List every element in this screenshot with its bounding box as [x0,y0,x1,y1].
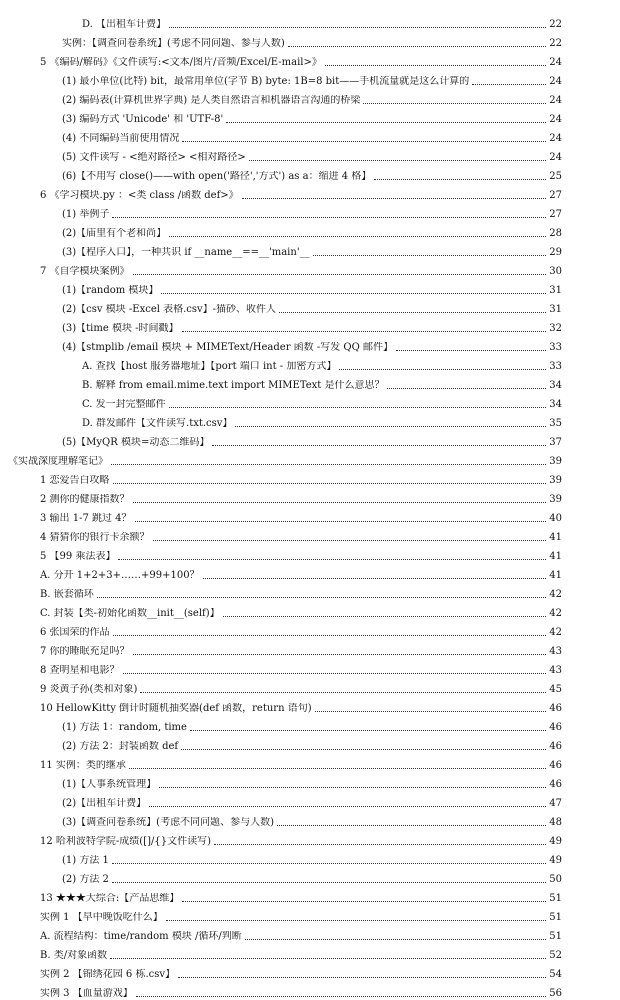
toc-entry-title: 9 炎黄子孙(类和对象) [40,684,138,695]
toc-entry-page-number: 42 [549,627,562,638]
toc-entry-title: (2)【出租车计费】 [62,798,147,809]
toc-entry[interactable] [82,354,562,373]
toc-entry[interactable] [40,468,562,487]
toc-entry[interactable] [40,544,562,563]
toc-entry[interactable] [82,12,562,31]
toc-entry-title: (1)【random 模块】 [62,285,159,296]
dot-leader [161,293,546,294]
toc-entry-title: 10 HellowKitty 倒计时随机抽奖器(def 函数，return 语句) [40,703,312,714]
toc-entry-title: A. 查找【host 服务器地址】【port 端口 int - 加密方式】 [82,361,337,372]
dot-leader [97,597,546,598]
dot-leader [190,730,546,731]
toc-entry[interactable] [62,240,562,259]
toc-entry[interactable] [62,810,562,829]
dot-leader [135,521,546,522]
dot-leader [277,825,546,826]
dot-leader [112,882,546,883]
dot-leader [387,388,546,389]
dot-leader [472,84,546,85]
toc-entry[interactable] [62,278,562,297]
toc-entry-title: (2) 方法 2：封装函数 def [62,741,179,752]
toc-entry[interactable] [62,202,562,221]
dot-leader [313,255,546,256]
toc-entry-title: A. 分开 1+2+3+……+99+100？ [40,570,200,581]
toc-entry[interactable] [40,506,562,525]
toc-entry-title: D. 【出租车计费】 [82,19,167,30]
toc-entry[interactable] [62,297,562,316]
toc-entry-title: 6 《学习模块.py ：<类 class /函数 def>》 [40,190,239,201]
toc-entry-page-number: 56 [549,988,562,999]
toc-entry-page-number: 51 [549,931,562,942]
toc-entry-page-number: 54 [549,969,562,980]
toc-entry[interactable] [40,487,562,506]
toc-entry[interactable] [40,582,562,601]
toc-entry-page-number: 43 [549,646,562,657]
toc-entry-title: C. 封装【类-初始化函数__init__(self)】 [40,608,220,619]
toc-entry-page-number: 46 [549,760,562,771]
dot-leader [129,768,546,769]
toc-entry-title: (2)【庙里有个老和尚】 [62,228,167,239]
toc-entry-title: C. 发一封完整邮件 [82,399,166,410]
toc-entry-title: 4 猜猜你的银行卡余额？ [40,532,150,543]
toc-entry[interactable] [62,126,562,145]
toc-entry-page-number: 33 [549,361,562,372]
toc-entry[interactable] [40,943,562,962]
dot-leader [111,464,546,465]
toc-entry-page-number: 34 [549,399,562,410]
toc-entry-page-number: 25 [549,171,562,182]
dot-leader [363,103,546,104]
dot-leader [178,977,546,978]
toc-entry-page-number: 41 [549,551,562,562]
toc-entry-title: 7 你的睡眠充足吗？ [40,646,130,657]
toc-entry-page-number: 24 [549,76,562,87]
dot-leader [136,996,546,997]
toc-entry-title: 2 测你的健康指数？ [40,494,130,505]
toc-entry-page-number: 50 [549,874,562,885]
toc-entry-title: (3) 编码方式 'Unicode' 和 'UTF-8' [62,114,224,125]
toc-entry[interactable] [40,886,562,905]
dot-leader [374,179,546,180]
toc-entry-title: 12 哈利波特学院-成绩([]/{}文件读写) [40,836,211,847]
toc-entry[interactable] [40,620,562,639]
toc-entry[interactable] [40,829,562,848]
toc-entry[interactable] [40,183,562,202]
dot-leader [113,635,546,636]
toc-entry-page-number: 35 [549,418,562,429]
toc-entry-title: B. 嵌套循环 [40,589,94,600]
toc-entry-page-number: 46 [549,741,562,752]
toc-entry-page-number: 42 [549,589,562,600]
toc-entry[interactable] [40,753,562,772]
toc-entry-page-number: 24 [549,95,562,106]
toc-entry-title: 实例 3 【血量游戏】 [40,988,133,999]
dot-leader [181,749,546,750]
toc-entry-title: (2) 方法 2 [62,874,109,885]
toc-entry[interactable] [62,867,562,886]
toc-entry-page-number: 34 [549,380,562,391]
dot-leader [169,236,546,237]
dot-leader [182,331,546,332]
toc-entry[interactable] [82,411,562,430]
dot-leader [315,711,546,712]
dot-leader [133,654,546,655]
dot-leader [169,27,546,28]
toc-entry[interactable] [40,696,562,715]
toc-entry-page-number: 41 [549,570,562,581]
toc-entry-page-number: 47 [549,798,562,809]
toc-entry-page-number: 41 [549,532,562,543]
toc-entry[interactable] [62,848,562,867]
toc-entry[interactable] [62,734,562,753]
toc-entry-title: (1) 方法 1：random, time [62,722,187,733]
dot-leader [226,122,546,123]
dot-leader [339,369,546,370]
toc-entry-page-number: 31 [549,285,562,296]
toc-entry-title: (6)【不用写 close()——with open('路径','方式') as a：缩进 4 格】 [62,171,372,182]
toc-entry[interactable] [40,658,562,677]
dot-leader [169,407,546,408]
dot-leader [396,350,546,351]
dot-leader [182,141,546,142]
toc-entry-page-number: 48 [549,817,562,828]
toc-entry-title: (5)【MyQR 模块=动态二维码】 [62,437,210,448]
dot-leader [166,920,546,921]
dot-leader [223,616,546,617]
toc-entry-title: B. 类/对象函数 [40,950,108,961]
toc-entry[interactable] [40,924,562,943]
dot-leader [325,65,546,66]
toc-entry[interactable] [40,639,562,658]
dot-leader [182,901,546,902]
toc-entry[interactable] [40,601,562,620]
toc-entry-page-number: 30 [549,266,562,277]
toc-entry-page-number: 45 [549,684,562,695]
toc-entry-page-number: 39 [549,456,562,467]
toc-entry[interactable] [62,316,562,335]
toc-entry[interactable] [40,259,562,278]
toc-entry-page-number: 24 [549,152,562,163]
toc-entry-page-number: 24 [549,57,562,68]
toc-entry-title: 3 输出 1-7 跳过 4？ [40,513,132,524]
toc-entry[interactable] [40,962,562,981]
toc-entry-title: (1) 最小单位(比特) bit，最常用单位(字节 B) byte: 1B=8 bit——手机流量就是这么计算的 [62,76,470,87]
toc-entry-page-number: 32 [549,323,562,334]
toc-entry[interactable] [62,221,562,240]
dot-leader [149,806,546,807]
toc-entry-page-number: 22 [549,38,562,49]
dot-leader [110,958,546,959]
dot-leader [112,863,546,864]
toc-entry-page-number: 28 [549,228,562,239]
toc-entry-page-number: 24 [549,133,562,144]
dot-leader [159,787,546,788]
toc-entry-title: (2) 编码表(计算机世界字典) 是人类自然语言和机器语言沟通的桥梁 [62,95,361,106]
toc-entry-title: (3)【程序入口】，一种共识 if __name__==__'main'__ [62,247,310,258]
toc-entry-title: 6 张国荣的作品 [40,627,110,638]
dot-leader [133,274,546,275]
toc-entry-title: A. 流程结构：time/random 模块 /循环/判断 [40,931,242,942]
toc-entry[interactable] [62,772,562,791]
toc-entry-page-number: 39 [549,494,562,505]
toc-entry-title: D. 群发邮件【文件读写.txt.csv】 [82,418,233,429]
dot-leader [140,692,546,693]
toc-entry-title: 5 【99 乘法表】 [40,551,116,562]
dot-leader [249,160,546,161]
dot-leader [112,217,546,218]
dot-leader [133,502,546,503]
toc-entry[interactable] [40,981,562,1000]
toc-entry-title: 13 ★★★大综合:【产品思维】 [40,893,180,904]
toc-entry-title: (3)【调查问卷系统】(考虑不同问题、参与人数) [62,817,274,828]
toc-entry[interactable] [62,107,562,126]
dot-leader [123,673,546,674]
toc-entry-title: 7 《自学模块案例》 [40,266,130,277]
toc-entry-page-number: 46 [549,722,562,733]
toc-entry-page-number: 52 [549,950,562,961]
toc-entry[interactable] [62,164,562,183]
toc-entry[interactable] [40,905,562,924]
toc-entry-page-number: 22 [549,19,562,30]
toc-entry-page-number: 37 [549,437,562,448]
dot-leader [203,578,546,579]
toc-entry-title: 8 查明星和电影？ [40,665,120,676]
toc-entry[interactable] [62,715,562,734]
toc-entry-title: 实例：【调查问卷系统】(考虑不同问题、参与人数) [62,38,285,49]
toc-entry-page-number: 39 [549,475,562,486]
toc-entry[interactable] [40,563,562,582]
toc-entry-page-number: 49 [549,855,562,866]
toc-entry-page-number: 46 [549,779,562,790]
toc-entry-title: (2)【csv 模块 -Excel 表格.csv】-猫砂、收件人 [62,304,277,315]
toc-entry-page-number: 51 [549,912,562,923]
toc-entry-page-number: 33 [549,342,562,353]
toc-entry-title: 5 《编码/解码》《文件读写:<文本/图片/音频/Excel/E-mail>》 [40,57,322,68]
toc-entry-title: 1 恋爱告白攻略 [40,475,110,486]
dot-leader [153,540,546,541]
toc-entry[interactable] [62,791,562,810]
dot-leader [279,312,546,313]
dot-leader [118,559,546,560]
toc-entry[interactable] [62,69,562,88]
toc-entry[interactable] [62,88,562,107]
dot-leader [113,483,546,484]
toc-entry-title: 实例 1 【早中晚饭吃什么】 [40,912,163,923]
toc-entry-page-number: 42 [549,608,562,619]
toc-entry[interactable] [62,31,562,50]
toc-entry-page-number: 27 [549,190,562,201]
toc-entry-title: (5) 文件读写 - <绝对路径> <相对路径> [62,152,246,163]
toc-entry-page-number: 40 [549,513,562,524]
toc-entry[interactable] [82,373,562,392]
toc-entry[interactable] [40,525,562,544]
toc-entry-title: (1) 举例子 [62,209,110,220]
toc-entry-title: (4) 不同编码当前使用情况 [62,133,180,144]
dot-leader [212,445,546,446]
toc-entry-title: (1) 方法 1 [62,855,109,866]
toc-entry-page-number: 46 [549,703,562,714]
toc-entry[interactable] [82,392,562,411]
toc-entry-page-number: 51 [549,893,562,904]
toc-entry-title: (3)【time 模块 -时间戳】 [62,323,179,334]
toc-entry-page-number: 29 [549,247,562,258]
toc-entry[interactable] [8,449,562,468]
toc-entry-page-number: 31 [549,304,562,315]
toc-entry-page-number: 27 [549,209,562,220]
toc-entry[interactable] [40,677,562,696]
toc-entry-page-number: 43 [549,665,562,676]
toc-entry-title: (4)【stmplib /email 模块 + MIMEText/Header 函数 -写发 QQ 邮件】 [62,342,393,353]
dot-leader [288,46,546,47]
toc-entry[interactable] [40,50,562,69]
dot-leader [242,198,546,199]
toc-entry-title: (1)【人事系统管理】 [62,779,157,790]
toc-entry[interactable] [62,430,562,449]
toc-entry[interactable] [62,145,562,164]
toc-entry-title: 11 实例：类的继承 [40,760,126,771]
toc-entry-page-number: 24 [549,114,562,125]
toc-entry-title: 实例 2 【锦绣花园 6 栋.csv】 [40,969,175,980]
dot-leader [245,939,546,940]
toc-entry-title: 《实战深度理解笔记》 [8,456,108,467]
dot-leader [214,844,546,845]
dot-leader [235,426,546,427]
toc-entry[interactable] [62,335,562,354]
toc-entry-page-number: 49 [549,836,562,847]
toc-entry-title: B. 解释 from email.mime.text import MIMEText 是什么意思？ [82,380,385,391]
